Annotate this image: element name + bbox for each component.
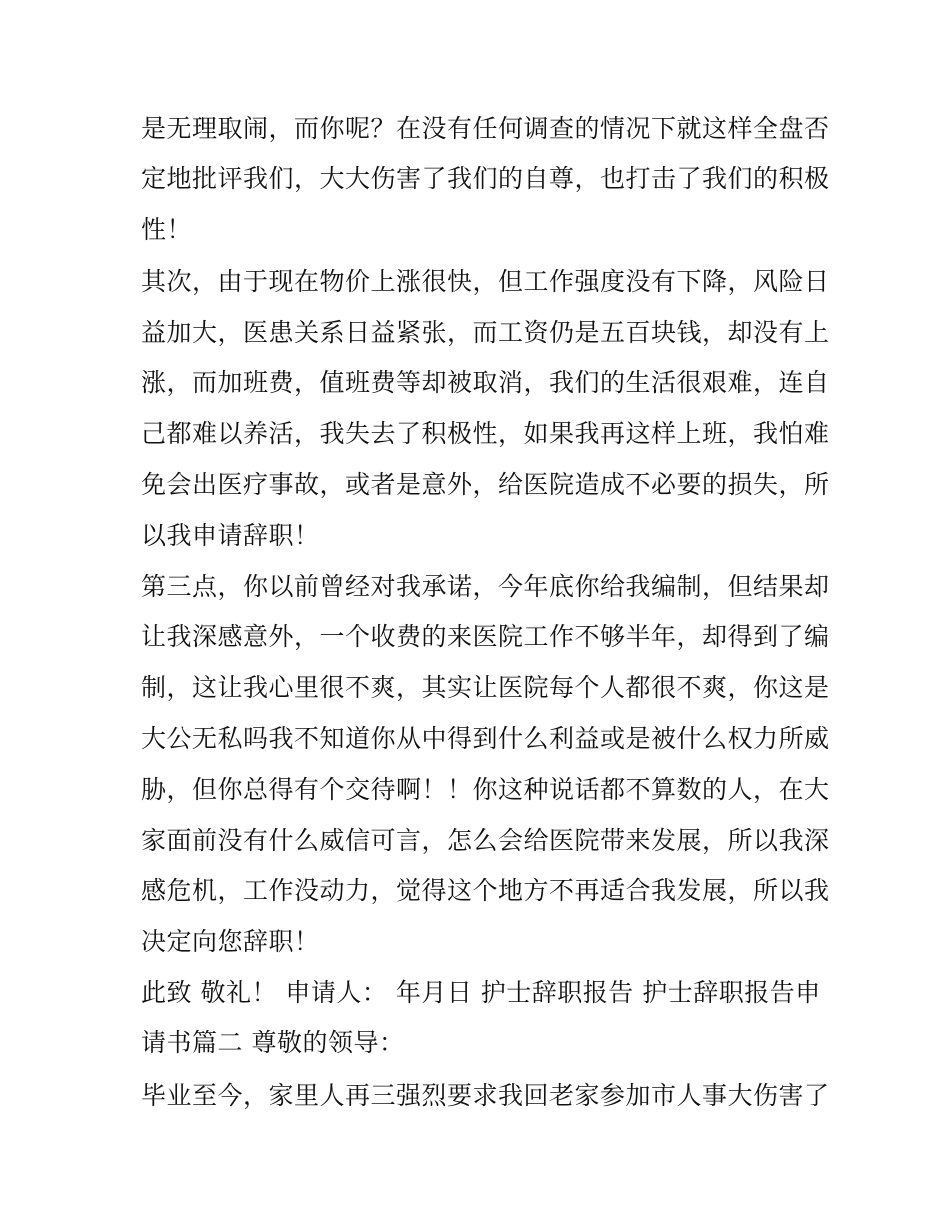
text-line: 此致 敬礼！ 申请人： 年月日 护士辞职报告 护士辞职报告申: [141, 978, 821, 1007]
text-line: 己都难以养活，我失去了积极性，如果我再这样上班，我怕难: [141, 419, 830, 448]
text-line: 以我申请辞职！: [141, 521, 320, 550]
text-line: 大公无私吗我不知道你从中得到什么利益或是被什么权力所威: [141, 724, 830, 753]
text-line: 胁，但你总得有个交待啊！！你这种说话都不算数的人，在大: [141, 775, 830, 804]
text-line: 第三点，你以前曾经对我承诺，今年底你给我编制，但结果却: [141, 572, 830, 601]
text-line: 性！: [141, 215, 193, 244]
text-line: 家面前没有什么威信可言，怎么会给医院带来发展，所以我深: [141, 826, 830, 855]
text-line: 免会出医疗事故，或者是意外，给医院造成不必要的损失，所: [141, 470, 830, 499]
text-line: 益加大，医患关系日益紧张，而工资仍是五百块钱，却没有上: [141, 318, 830, 347]
text-line: 感危机，工作没动力，觉得这个地方不再适合我发展，所以我: [141, 876, 830, 905]
text-line: 请书篇二 尊敬的领导：: [141, 1028, 405, 1057]
text-line: 定地批评我们，大大伤害了我们的自尊，也打击了我们的积极: [141, 164, 830, 193]
text-line: 决定向您辞职！: [141, 927, 320, 956]
text-line: 制，这让我心里很不爽，其实让医院每个人都很不爽，你这是: [141, 673, 830, 702]
text-line: 毕业至今，家里人再三强烈要求我回老家参加市人事大伤害了: [141, 1081, 830, 1110]
text-line: 是无理取闹，而你呢？在没有任何调查的情况下就这样全盘否: [141, 114, 830, 143]
text-line: 让我深感意外，一个收费的来医院工作不够半年，却得到了编: [141, 622, 830, 651]
text-line: 涨，而加班费，值班费等却被取消，我们的生活很艰难，连自: [141, 368, 830, 397]
text-line: 其次，由于现在物价上涨很快，但工作强度没有下降，风险日: [141, 267, 830, 296]
